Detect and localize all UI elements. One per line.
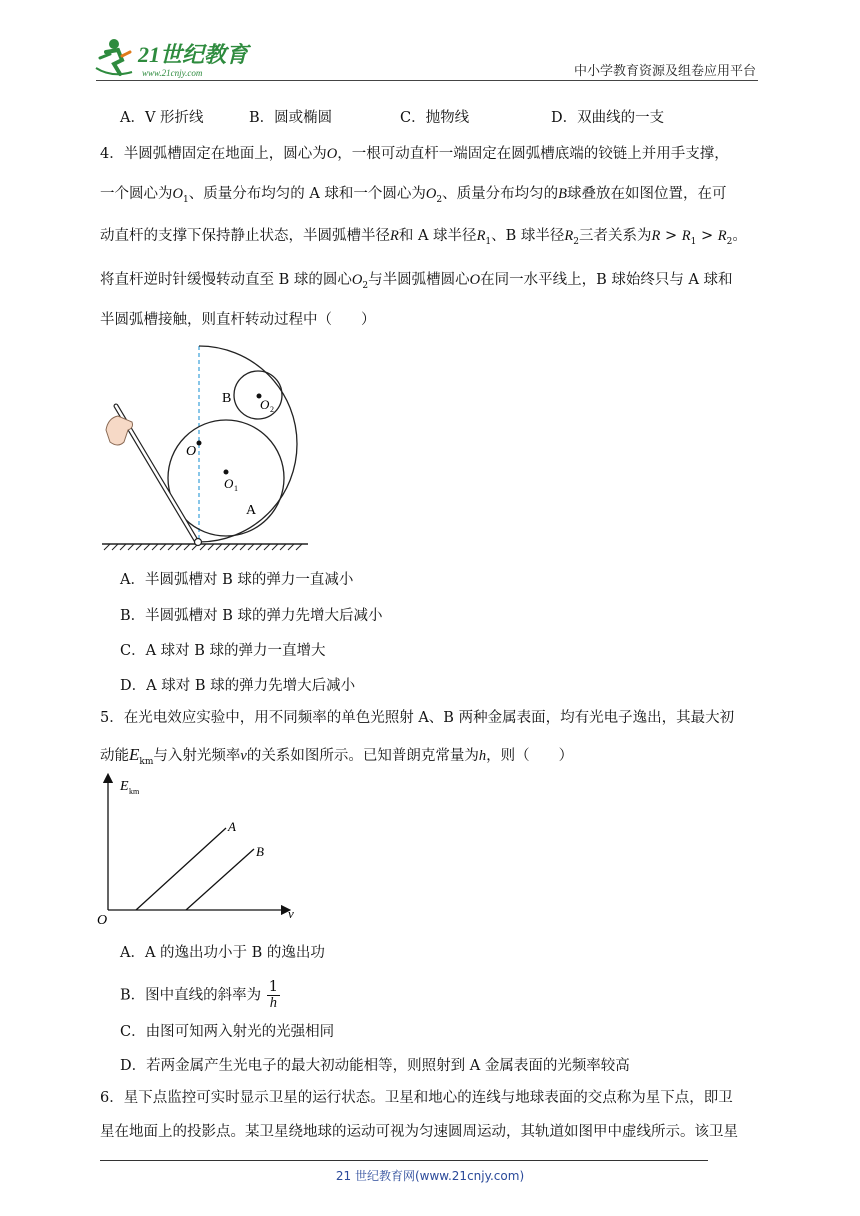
fig-label-o1-sub: 1	[234, 484, 238, 493]
q4-line-1: 4．半圆弧槽固定在地面上，圆心为O，一根可动直杆一端固定在圆弧槽底端的铰链上并用手支撑，	[100, 146, 729, 162]
q3-option-b: B．圆或椭圆	[249, 110, 333, 126]
fig-label-o2: O	[260, 397, 270, 412]
y-axis-label: E	[120, 779, 129, 794]
q5-option-a: A．A 的逸出功小于 B 的逸出功	[120, 945, 325, 961]
line-b-label: B	[256, 844, 264, 859]
header-rule	[96, 80, 758, 81]
q4-option-b: B．半圆弧槽对 B 球的弹力先增大后减小	[120, 608, 383, 624]
logo-text: 21世纪教育	[138, 42, 249, 67]
line-a-label: A	[228, 819, 236, 834]
fig-label-a: A	[246, 503, 257, 518]
footer-rule	[100, 1160, 708, 1161]
q4-option-a: A．半圆弧槽对 B 球的弹力一直减小	[120, 572, 354, 588]
q5-option-c: C．由图可知两入射光的光强相同	[120, 1024, 335, 1040]
q5-option-d: D．若两金属产生光电子的最大初动能相等，则照射到 A 金属表面的光频率较高	[120, 1058, 630, 1074]
footer-link[interactable]: 21 世纪教育网(www.21cnjy.com)	[335, 1169, 525, 1183]
q5-graph	[96, 770, 312, 930]
logo-url: www.21cnjy.com	[142, 68, 203, 78]
fig-label-o2-sub: 2	[270, 405, 274, 414]
q3-option-c: C．抛物线	[400, 110, 470, 126]
q3-option-d: D．双曲线的一支	[551, 110, 665, 126]
q3-option-a: A．V 形折线	[120, 110, 204, 126]
y-axis-sub: km	[129, 787, 140, 796]
header-platform-name: 中小学教育资源及组卷应用平台	[573, 64, 756, 79]
origin-label: O	[97, 913, 108, 928]
q5-option-b: B．图中直线的斜率为 $\frac{1}{h}$	[120, 979, 278, 1011]
q5-line-2: 动能$E_{km}$与入射光频率ν的关系如图所示。已知普朗克常量为h，则（ ）	[100, 745, 574, 767]
fig-label-o: O	[186, 444, 197, 459]
q5-line-1: 5．在光电效应实验中，用不同频率的单色光照射 A、B 两种金属表面，均有光电子逸出，其最大初	[100, 710, 735, 726]
q4-line-3: 动直杆的支撑下保持静止状态，半圆弧槽半径R和 A 球半径$R_1$、B 球半径$R_2$三者关系为$R > R_1 > R_2$。	[100, 228, 747, 247]
fig-label-b: B	[222, 391, 232, 406]
q4-option-d: D．A 球对 B 球的弹力先增大后减小	[120, 678, 356, 694]
q6-line-2: 星在地面上的投影点。某卫星绕地球的运动可视为匀速圆周运动，其轨道如图甲中虚线所示。该卫星	[100, 1124, 738, 1140]
q4-line-4: 将直杆逆时针缓慢转动直至 B 球的圆心$O_2$与半圆弧槽圆心O在同一水平线上，B 球始终只与 A 球和	[100, 272, 733, 291]
q4-option-c: C．A 球对 B 球的弹力一直增大	[120, 643, 326, 659]
site-logo	[92, 34, 257, 80]
fig-label-o1: O	[224, 476, 234, 491]
q6-line-1: 6．星下点监控可实时显示卫星的运行状态。卫星和地心的连线与地球表面的交点称为星下点，即卫	[100, 1090, 733, 1106]
q4-line-2: 一个圆心为$O_1$、质量分布均匀的 A 球和一个圆心为$O_2$、质量分布均匀的B球叠放在如图位置，在可	[100, 186, 727, 205]
q4-figure	[98, 338, 318, 552]
line-a	[136, 828, 226, 910]
x-axis-label: ν	[288, 906, 294, 921]
q4-line-5: 半圆弧槽接触，则直杆转动过程中（ ）	[100, 312, 376, 328]
line-b	[186, 849, 254, 910]
